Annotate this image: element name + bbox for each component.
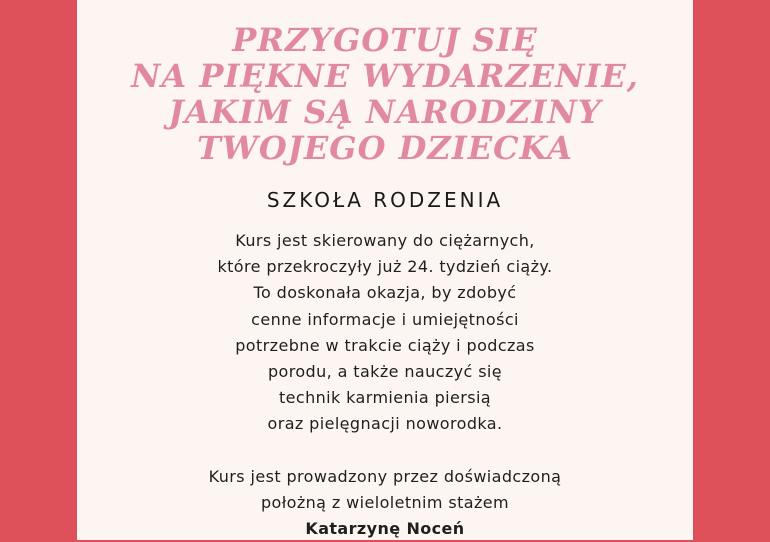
instructor-line: Kurs jest prowadzony przez doświadczoną [208,466,562,486]
headline-line: JAKIM SĄ NARODZINY [168,93,602,131]
description-line: które przekroczyły już 24. tydzień ciąży. [217,257,553,277]
headline [77,22,693,166]
description-line: cenne informacje i umiejętności [251,309,519,329]
description [77,228,693,542]
paragraph-gap [77,438,693,464]
headline-line: TWOJEGO DZIECKA [197,129,573,167]
description-line: porodu, a także nauczyć się [267,362,503,382]
headline-line: PRZYGOTUJ SIĘ [232,21,538,59]
flyer-panel [77,0,693,540]
instructor-name: Katarzynę Noceń [305,519,465,539]
instructor-line: położną z wieloletnim stażem [260,492,510,512]
subtitle: SZKOŁA RODZENIA [266,188,504,212]
description-line: potrzebne w trakcie ciąży i podczas [235,335,535,355]
headline-line: NA PIĘKNE WYDARZENIE, [131,57,639,95]
description-line: oraz pielęgnacji noworodka. [267,414,503,434]
description-line: To doskonała okazja, by zdobyć [253,283,517,303]
description-line: technik karmienia piersią [278,388,492,408]
description-line: Kurs jest skierowany do ciężarnych, [235,231,535,250]
